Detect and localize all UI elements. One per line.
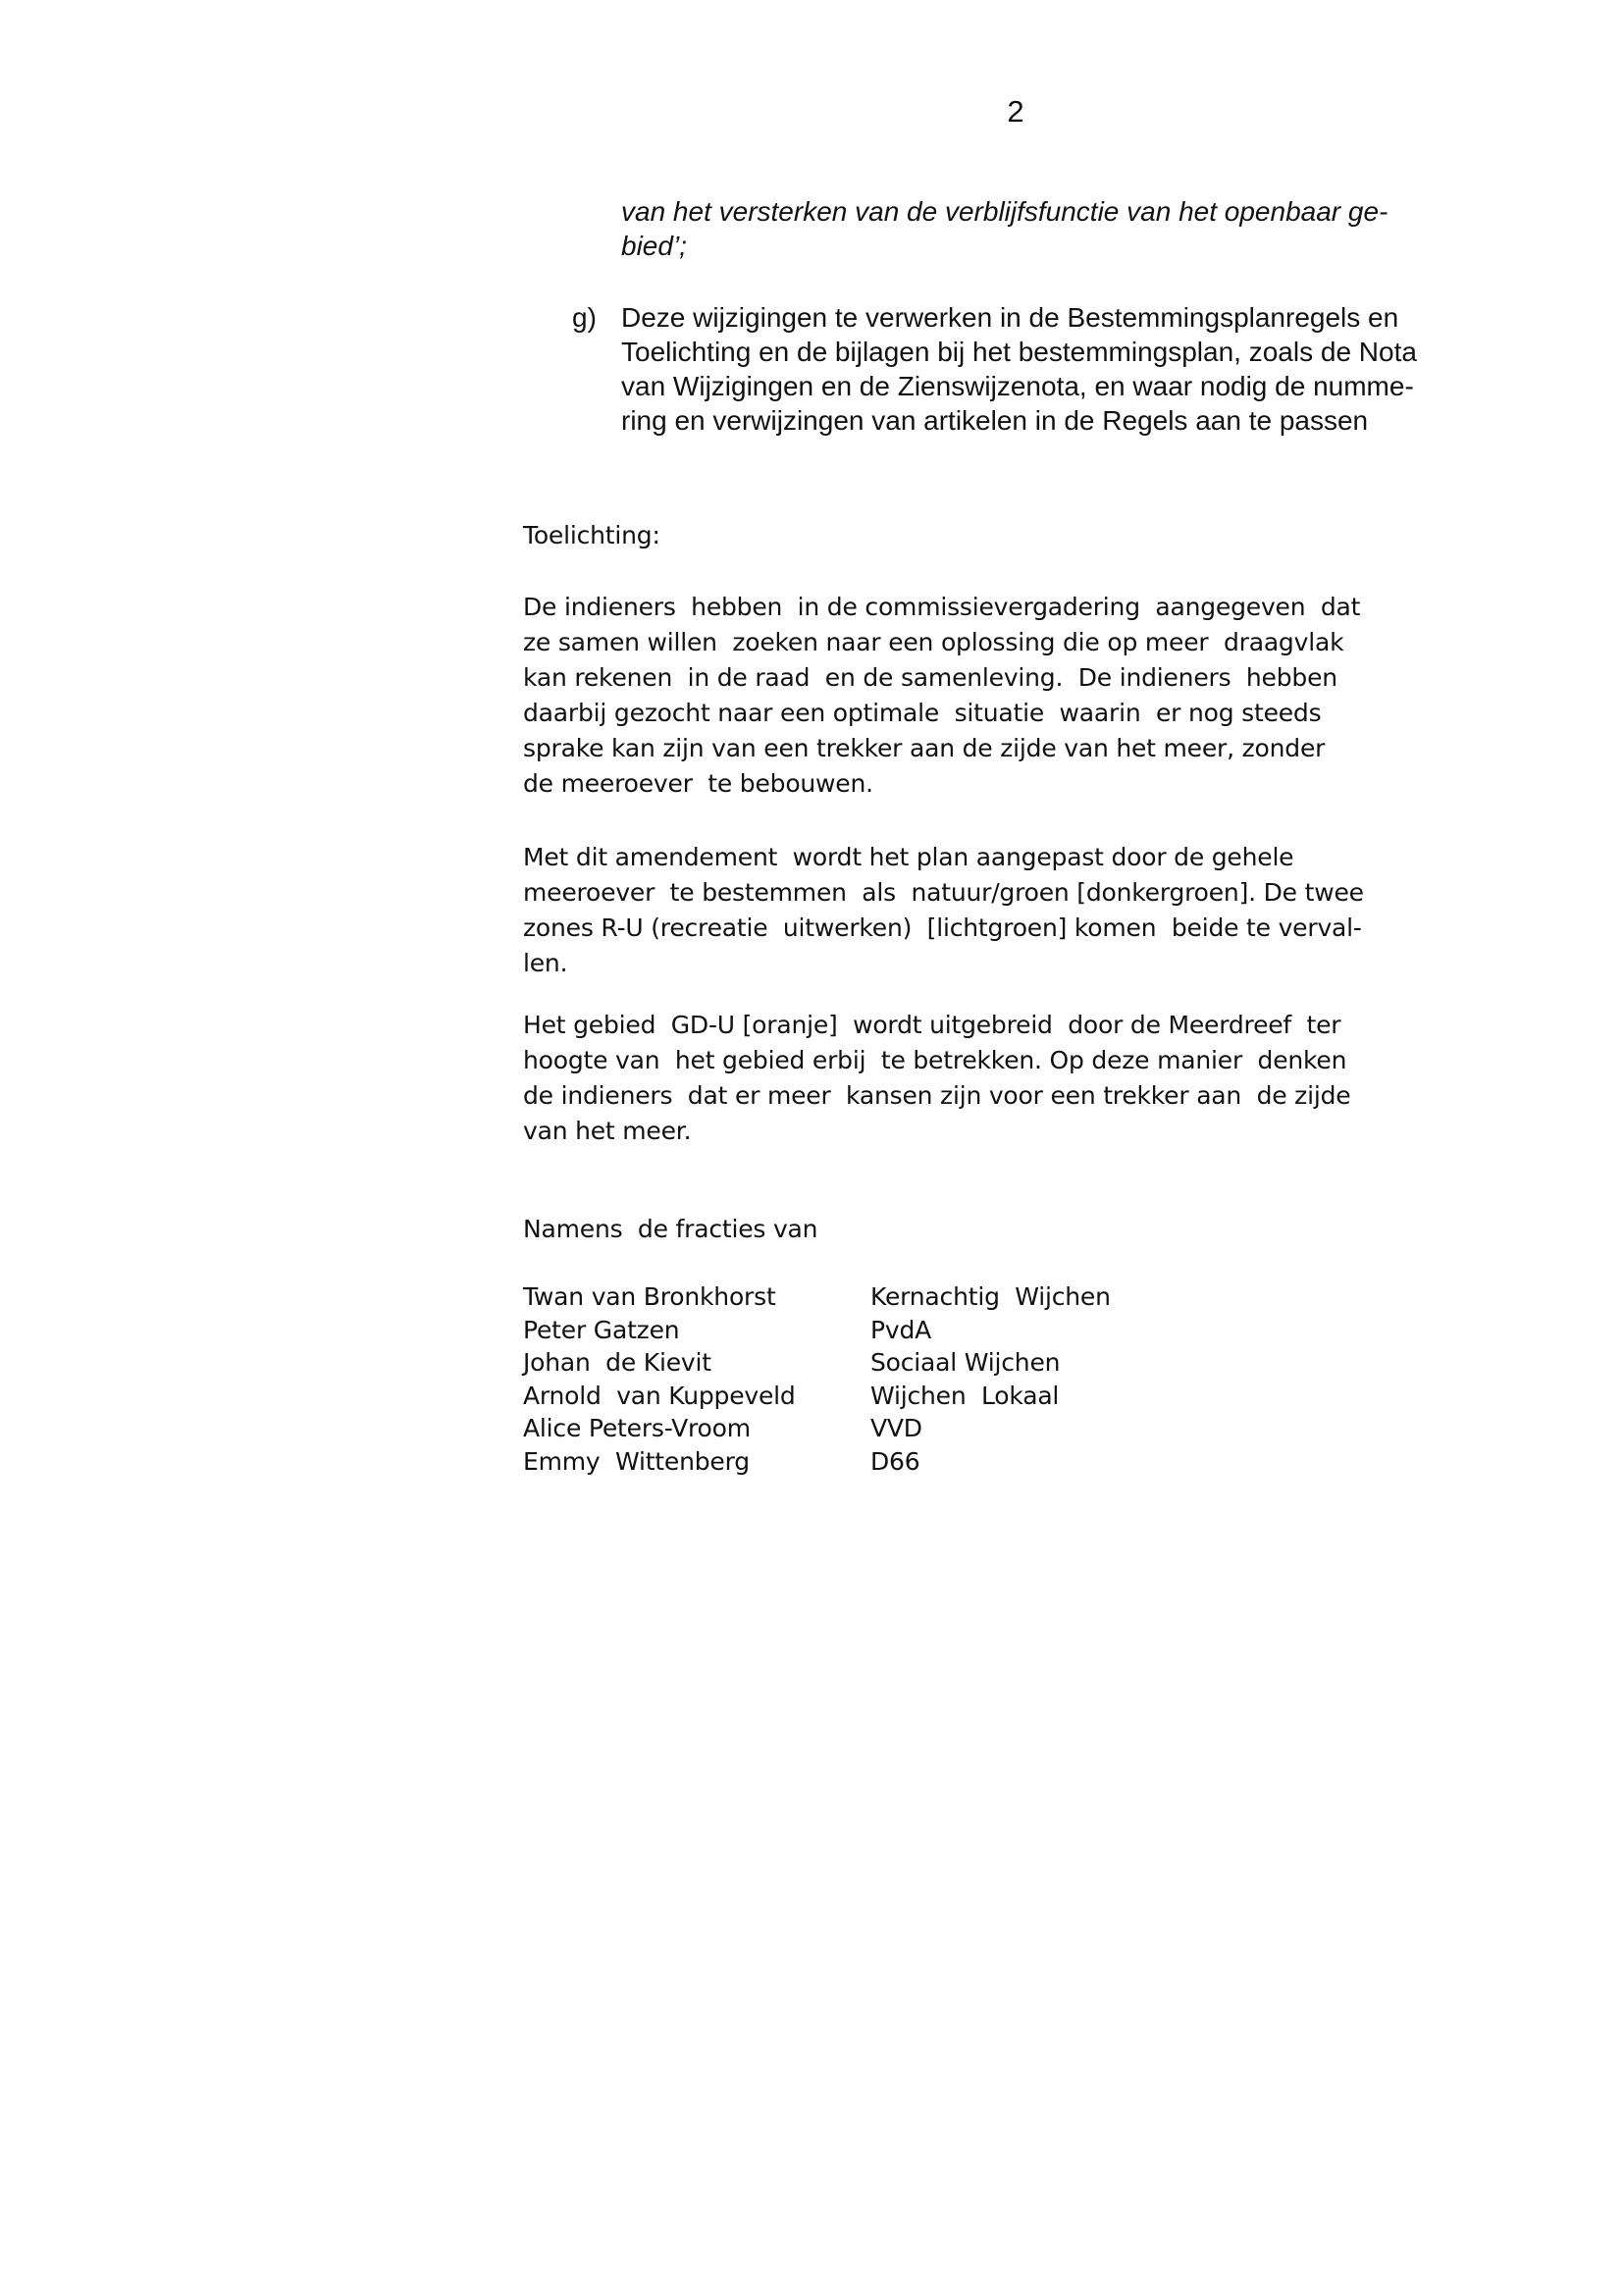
text-line: sprake kan zijn van een trekker aan de zijde van het meer, zonder <box>523 734 1326 762</box>
signatory-party: D66 <box>870 1446 920 1476</box>
signatory-name: Peter Gatzen <box>523 1315 680 1344</box>
signatory-name: Alice Peters-Vroom <box>523 1414 751 1442</box>
text-line: meeroever te bestemmen als natuur/groen [donkergroen]. De twee <box>523 878 1364 907</box>
list-item-g <box>621 300 1417 438</box>
text-line: len. <box>523 949 568 977</box>
text-line: Deze wijzigingen te verwerken in de Bestemmingsplanregels en <box>621 302 1399 333</box>
signatories-table <box>523 1280 1111 1478</box>
text-line: De indieners hebben in de commissievergadering aangegeven dat <box>523 593 1361 621</box>
signatory-name: Johan de Kievit <box>523 1348 711 1377</box>
amendment-continuation <box>621 194 1388 263</box>
text-line: hoogte van het gebied erbij te betrekken. Op deze manier denken <box>523 1046 1347 1074</box>
text-line: van het meer. <box>523 1117 692 1145</box>
signatory-row <box>523 1445 1111 1479</box>
signatories-intro <box>523 1212 817 1247</box>
signatory-party: VVD <box>870 1414 922 1442</box>
signatory-row <box>523 1314 1111 1347</box>
text-line: van het versterken van de verblijfsfunctie van het openbaar ge- <box>621 196 1388 227</box>
signatory-row <box>523 1380 1111 1413</box>
text-line: van Wijzigingen en de Zienswijzenota, en waar nodig de numme- <box>621 371 1414 401</box>
text-line: daarbij gezocht naar een optimale situatie waarin er nog steeds <box>523 699 1322 727</box>
list-marker-g: g) <box>572 302 597 333</box>
signatory-row <box>523 1412 1111 1445</box>
signatory-party: PvdA <box>870 1315 932 1344</box>
toelichting-paragraph-3 <box>523 1008 1350 1149</box>
text-line: bied’; <box>621 231 687 261</box>
toelichting-paragraph-1 <box>523 590 1360 802</box>
text-line: ze samen willen zoeken naar een oplossing die op meer draagvlak <box>523 628 1344 656</box>
signatory-party: Wijchen Lokaal <box>870 1381 1060 1410</box>
heading-text: Toelichting: <box>523 521 660 549</box>
text-line: de meeroever te bebouwen. <box>523 769 873 798</box>
signatory-name: Emmy Wittenberg <box>523 1446 750 1476</box>
signatory-row <box>523 1280 1111 1314</box>
text-line: Toelichting en de bijlagen bij het bestemmingsplan, zoals de Nota <box>621 337 1417 367</box>
signatory-name: Twan van Bronkhorst <box>523 1282 776 1311</box>
page-number: 2 <box>1007 94 1024 129</box>
toelichting-heading <box>523 518 660 553</box>
signatory-row <box>523 1346 1111 1380</box>
intro-text: Namens de fracties van <box>523 1215 818 1243</box>
text-line: zones R-U (recreatie uitwerken) [lichtgroen] komen beide te verval- <box>523 913 1362 942</box>
signatory-party: Sociaal Wijchen <box>870 1348 1061 1377</box>
text-line: Met dit amendement wordt het plan aangepast door de gehele <box>523 843 1294 871</box>
text-line: de indieners dat er meer kansen zijn voor een trekker aan de zijde <box>523 1081 1351 1110</box>
text-line: ring en verwijzingen van artikelen in de Regels aan te passen <box>621 405 1369 436</box>
text-line: kan rekenen in de raad en de samenleving. De indieners hebben <box>523 663 1337 692</box>
signatory-party: Kernachtig Wijchen <box>870 1282 1111 1311</box>
text-line: Het gebied GD-U [oranje] wordt uitgebreid door de Meerdreef ter <box>523 1011 1341 1039</box>
toelichting-paragraph-2 <box>523 840 1364 981</box>
signatory-name: Arnold van Kuppeveld <box>523 1381 796 1410</box>
